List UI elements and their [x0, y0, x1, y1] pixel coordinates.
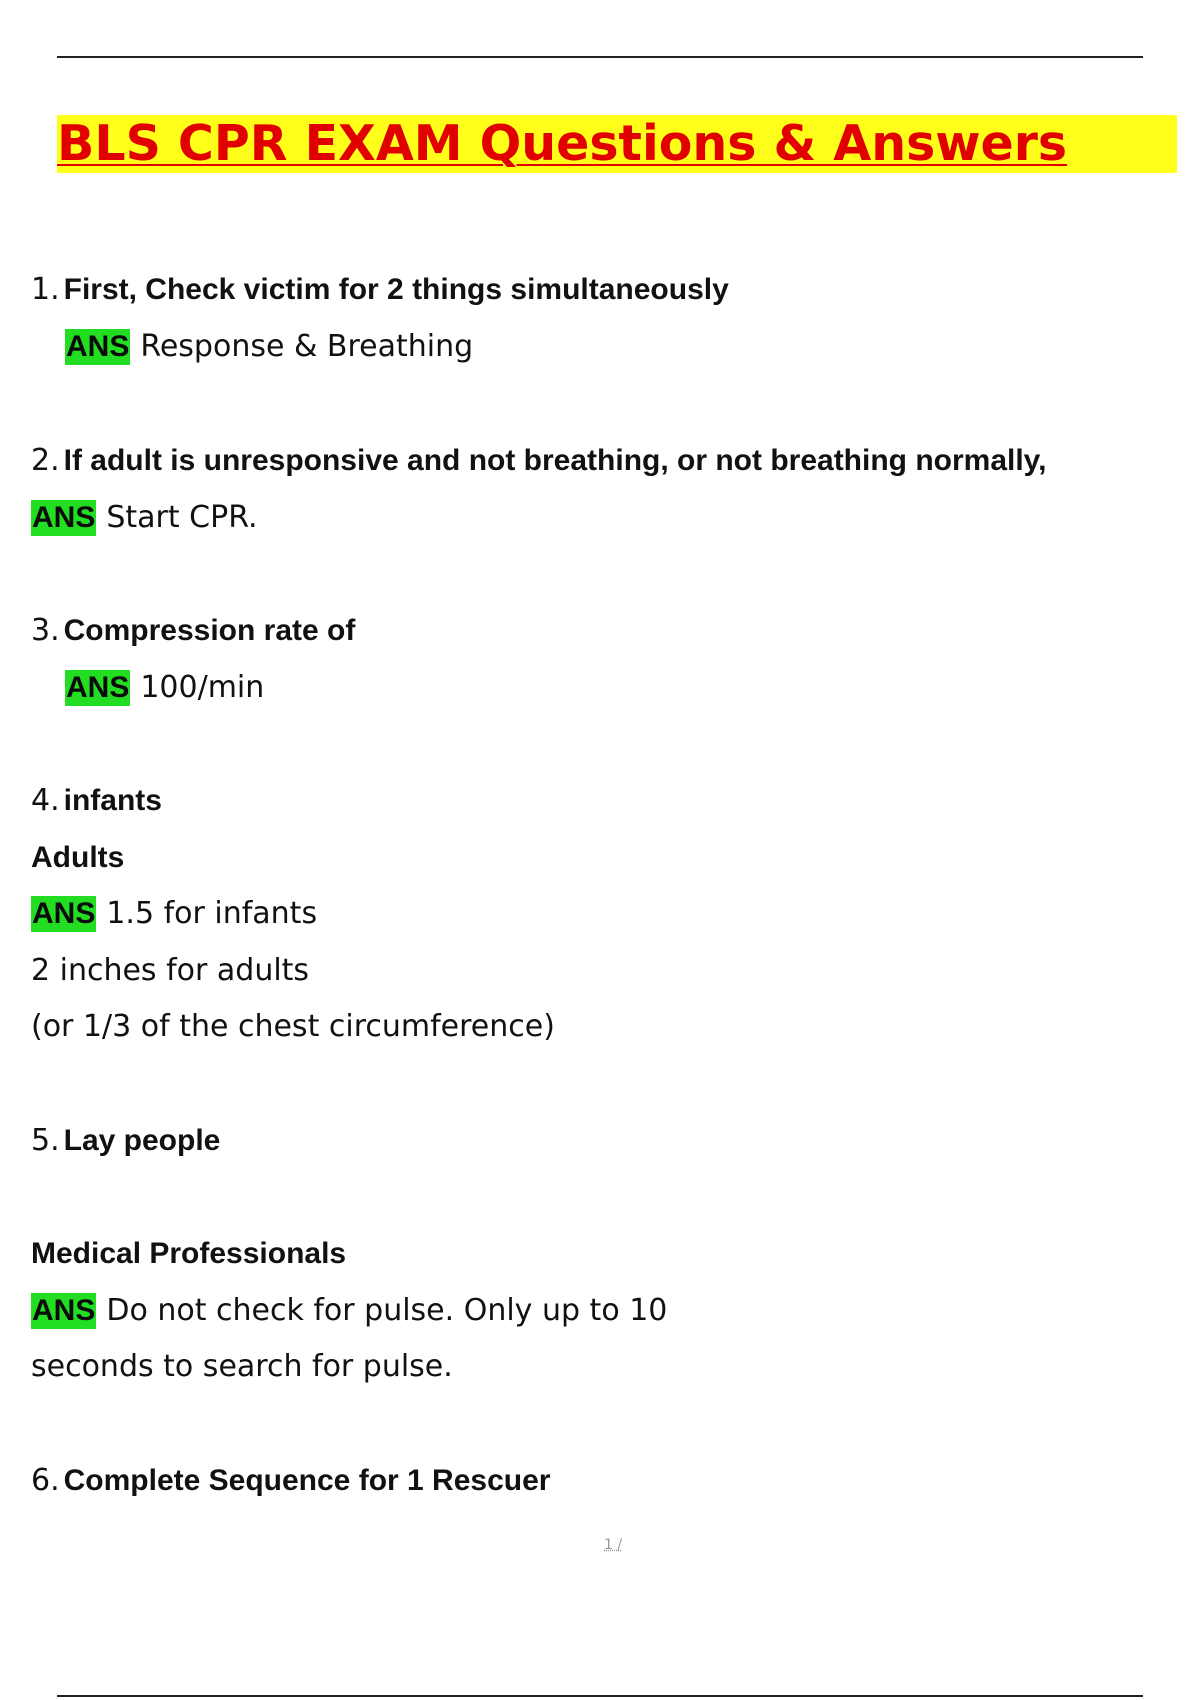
answer-text: Start CPR. [106, 500, 258, 535]
question-text: Compression rate of [63, 614, 356, 647]
answer-1 [65, 327, 473, 367]
answer-4 [31, 894, 317, 934]
question-number: 1. [31, 272, 60, 307]
question-number: 2. [31, 443, 60, 478]
answer-4-line-2 [31, 951, 309, 991]
question-5 [31, 1121, 220, 1161]
answer-text: (or 1/3 of the chest circumference) [31, 1009, 555, 1044]
answer-text: 1.5 for infants [106, 896, 318, 931]
top-rule [57, 56, 1143, 58]
answer-5 [31, 1291, 667, 1331]
question-2 [31, 441, 1046, 481]
answer-3 [65, 668, 264, 708]
question-text: If adult is unresponsive and not breathing, or not breathing normally, [63, 444, 1047, 477]
answer-4-line-3 [31, 1007, 555, 1047]
answer-5-line-2 [31, 1347, 453, 1387]
answer-text: Response & Breathing [140, 329, 474, 364]
question-4-extra [31, 838, 124, 878]
question-text: Lay people [63, 1124, 221, 1157]
question-number: 4. [31, 783, 60, 818]
question-4 [31, 781, 162, 821]
ans-tag: ANS [32, 897, 96, 930]
question-text: Adults [31, 841, 125, 874]
answer-2 [31, 498, 258, 538]
question-number: 6. [31, 1463, 60, 1498]
ans-tag: ANS [66, 671, 130, 704]
question-3 [31, 611, 355, 651]
bottom-rule [57, 1695, 1143, 1697]
answer-text: 2 inches for adults [31, 953, 310, 988]
answer-text: seconds to search for pulse. [31, 1349, 453, 1384]
question-number: 3. [31, 613, 60, 648]
question-6 [31, 1461, 550, 1501]
question-text: infants [63, 784, 162, 817]
page-number: 1 / [604, 1537, 623, 1553]
document-title: BLS CPR EXAM Questions & Answers [57, 115, 1177, 173]
answer-text: Do not check for pulse. Only up to 10 [106, 1293, 668, 1328]
ans-tag: ANS [32, 501, 96, 534]
ans-tag: ANS [32, 1294, 96, 1327]
question-text: Medical Professionals [31, 1237, 347, 1270]
ans-tag: ANS [66, 330, 130, 363]
question-5-extra [31, 1234, 346, 1274]
question-text: Complete Sequence for 1 Rescuer [63, 1464, 551, 1497]
answer-text: 100/min [140, 670, 265, 705]
question-number: 5. [31, 1123, 60, 1158]
question-text: First, Check victim for 2 things simultaneously [63, 273, 729, 306]
question-1 [31, 270, 729, 310]
